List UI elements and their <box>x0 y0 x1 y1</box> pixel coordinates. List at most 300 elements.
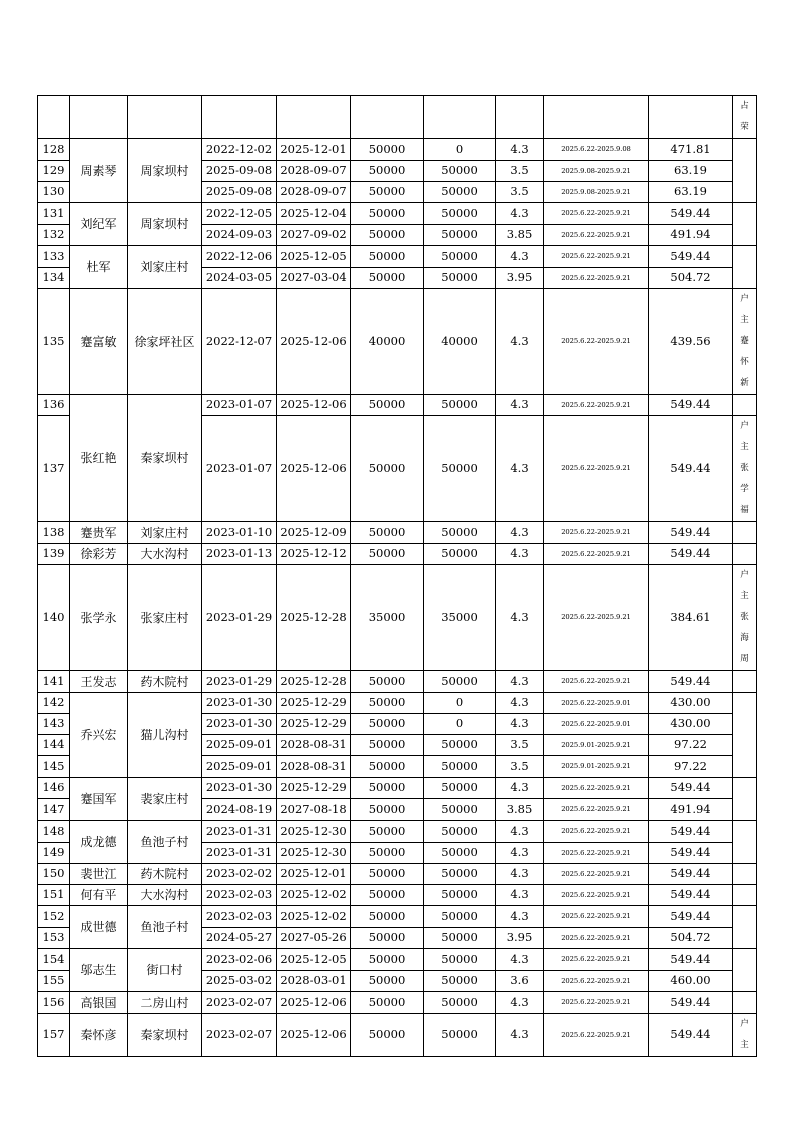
loan-amount: 50000 <box>351 778 424 799</box>
loan-amount: 50000 <box>351 1014 424 1057</box>
loan-balance: 50000 <box>424 821 496 843</box>
interest-amount: 460.00 <box>649 971 733 992</box>
table-row <box>38 693 757 714</box>
loan-balance: 0 <box>424 714 496 735</box>
remark-char: 占 <box>740 101 749 111</box>
interest-rate: 3.5 <box>496 756 544 778</box>
interest-period: 2025.6.22-2025.9.01 <box>544 693 649 714</box>
remark-char: 主 <box>740 1040 749 1050</box>
loan-balance: 50000 <box>424 1014 496 1057</box>
interest-rate: 3.5 <box>496 161 544 182</box>
table-row <box>38 885 757 906</box>
loan-balance: 50000 <box>424 544 496 565</box>
start-date: 2023-01-29 <box>202 565 277 671</box>
interest-period: 2025.6.22-2025.9.21 <box>544 864 649 885</box>
interest-period: 2025.6.22-2025.9.21 <box>544 778 649 799</box>
interest-rate: 4.3 <box>496 289 544 395</box>
loan-balance: 50000 <box>424 971 496 992</box>
table-row <box>38 864 757 885</box>
loan-balance: 50000 <box>424 522 496 544</box>
interest-amount: 549.44 <box>649 1014 733 1057</box>
remark-char: 新 <box>740 378 749 388</box>
village-name: 周家坝村 <box>128 203 202 246</box>
loan-balance: 0 <box>424 693 496 714</box>
interest-amount: 549.44 <box>649 885 733 906</box>
start-date: 2023-02-02 <box>202 864 277 885</box>
table-row <box>38 821 757 843</box>
loan-balance: 50000 <box>424 949 496 971</box>
row-number: 142 <box>38 693 70 714</box>
end-date: 2025-12-28 <box>277 565 351 671</box>
row-number: 146 <box>38 778 70 799</box>
start-date: 2023-01-30 <box>202 778 277 799</box>
row-number: 151 <box>38 885 70 906</box>
remark-cell <box>733 522 757 544</box>
remark-cell <box>733 693 757 778</box>
interest-period: 2025.6.22-2025.9.21 <box>544 544 649 565</box>
village-name: 大水沟村 <box>128 885 202 906</box>
remark-char: 户 <box>740 1019 749 1029</box>
remark-char: 张 <box>740 463 749 473</box>
remark-char: 蹇 <box>740 336 749 346</box>
remark-char: 户 <box>740 294 749 304</box>
interest-rate: 4.3 <box>496 203 544 225</box>
end-date: 2028-09-07 <box>277 182 351 203</box>
end-date: 2025-12-29 <box>277 778 351 799</box>
interest-period: 2025.6.22-2025.9.21 <box>544 268 649 289</box>
interest-period: 2025.9.08-2025.9.21 <box>544 161 649 182</box>
interest-period: 2025.9.01-2025.9.21 <box>544 756 649 778</box>
borrower-name: 张红艳 <box>70 395 128 522</box>
table-row <box>38 565 757 671</box>
start-date: 2022-12-07 <box>202 289 277 395</box>
row-number: 153 <box>38 928 70 949</box>
interest-period: 2025.6.22-2025.9.21 <box>544 885 649 906</box>
end-date: 2025-12-01 <box>277 864 351 885</box>
interest-rate: 4.3 <box>496 246 544 268</box>
end-date: 2025-12-09 <box>277 522 351 544</box>
interest-amount: 549.44 <box>649 906 733 928</box>
table-row <box>38 203 757 225</box>
borrower-name: 何有平 <box>70 885 128 906</box>
end-date: 2028-08-31 <box>277 756 351 778</box>
row-number: 128 <box>38 139 70 161</box>
table-row <box>38 96 757 139</box>
end-date: 2025-12-04 <box>277 203 351 225</box>
remark-char: 福 <box>740 505 749 515</box>
interest-period: 2025.6.22-2025.9.21 <box>544 395 649 416</box>
interest-rate: 4.3 <box>496 714 544 735</box>
remark-cell <box>733 821 757 864</box>
loan-balance: 50000 <box>424 799 496 821</box>
interest-period: 2025.6.22-2025.9.21 <box>544 1014 649 1057</box>
loan-balance: 50000 <box>424 906 496 928</box>
borrower-name: 周素琴 <box>70 139 128 203</box>
remark-cell <box>733 1014 757 1057</box>
interest-period: 2025.6.22-2025.9.01 <box>544 714 649 735</box>
interest-rate: 4.3 <box>496 522 544 544</box>
remark-char: 户 <box>740 570 749 580</box>
end-date: 2025-12-12 <box>277 544 351 565</box>
row-number: 135 <box>38 289 70 395</box>
row-number: 141 <box>38 671 70 693</box>
interest-period: 2025.6.22-2025.9.21 <box>544 246 649 268</box>
remark-char: 怀 <box>740 357 749 367</box>
remark-cell <box>733 864 757 885</box>
borrower-name: 杜军 <box>70 246 128 289</box>
interest-rate: 4.3 <box>496 906 544 928</box>
borrower-name: 秦怀彦 <box>70 1014 128 1057</box>
row-number: 155 <box>38 971 70 992</box>
village-name: 街口村 <box>128 949 202 992</box>
village-name: 秦家坝村 <box>128 1014 202 1057</box>
interest-amount: 491.94 <box>649 225 733 246</box>
row-number: 148 <box>38 821 70 843</box>
loan-amount: 50000 <box>351 395 424 416</box>
remark-cell <box>733 416 757 522</box>
end-date: 2025-12-01 <box>277 139 351 161</box>
remark-char: 荣 <box>740 122 749 132</box>
interest-period: 2025.6.22-2025.9.21 <box>544 203 649 225</box>
loan-amount: 50000 <box>351 139 424 161</box>
end-date: 2025-12-06 <box>277 416 351 522</box>
end-date: 2025-12-30 <box>277 821 351 843</box>
interest-amount: 549.44 <box>649 843 733 864</box>
village-name: 猫儿沟村 <box>128 693 202 778</box>
interest-period: 2025.6.22-2025.9.21 <box>544 522 649 544</box>
end-date: 2025-12-02 <box>277 906 351 928</box>
row-number: 134 <box>38 268 70 289</box>
start-date: 2024-08-19 <box>202 799 277 821</box>
loan-amount: 50000 <box>351 268 424 289</box>
loan-amount: 50000 <box>351 522 424 544</box>
loan-amount: 50000 <box>351 671 424 693</box>
interest-rate: 4.3 <box>496 544 544 565</box>
loan-balance: 50000 <box>424 864 496 885</box>
loan-amount: 50000 <box>351 225 424 246</box>
row-number: 131 <box>38 203 70 225</box>
start-date: 2023-01-07 <box>202 395 277 416</box>
interest-amount: 63.19 <box>649 161 733 182</box>
loan-amount: 50000 <box>351 246 424 268</box>
village-name: 裴家庄村 <box>128 778 202 821</box>
interest-amount: 549.44 <box>649 671 733 693</box>
start-date: 2025-09-01 <box>202 756 277 778</box>
borrower-name: 蹇贵军 <box>70 522 128 544</box>
loan-balance: 50000 <box>424 671 496 693</box>
borrower-name: 成龙德 <box>70 821 128 864</box>
table-row <box>38 671 757 693</box>
remark-cell <box>733 565 757 671</box>
loan-balance: 40000 <box>424 289 496 395</box>
start-date: 2023-01-13 <box>202 544 277 565</box>
table-row <box>38 949 757 971</box>
loan-amount: 35000 <box>351 565 424 671</box>
loan-balance: 50000 <box>424 735 496 756</box>
row-number: 129 <box>38 161 70 182</box>
row-number: 147 <box>38 799 70 821</box>
loan-balance: 50000 <box>424 843 496 864</box>
interest-period: 2025.6.22-2025.9.21 <box>544 928 649 949</box>
start-date: 2023-01-07 <box>202 416 277 522</box>
start-date: 2023-01-30 <box>202 714 277 735</box>
borrower-name: 王发志 <box>70 671 128 693</box>
village-name: 鱼池子村 <box>128 906 202 949</box>
interest-period: 2025.9.08-2025.9.21 <box>544 182 649 203</box>
start-date: 2024-03-05 <box>202 268 277 289</box>
start-date: 2022-12-06 <box>202 246 277 268</box>
village-name: 徐家坪社区 <box>128 289 202 395</box>
loan-amount <box>351 96 424 139</box>
loan-amount: 50000 <box>351 992 424 1014</box>
village-name <box>128 96 202 139</box>
end-date: 2027-03-04 <box>277 268 351 289</box>
interest-amount: 549.44 <box>649 203 733 225</box>
interest-rate: 3.5 <box>496 182 544 203</box>
interest-period: 2025.6.22-2025.9.21 <box>544 799 649 821</box>
village-name: 秦家坝村 <box>128 395 202 522</box>
borrower-name: 徐彩芳 <box>70 544 128 565</box>
remark-cell <box>733 778 757 821</box>
row-number: 130 <box>38 182 70 203</box>
interest-amount: 63.19 <box>649 182 733 203</box>
loan-amount: 50000 <box>351 885 424 906</box>
loan-balance <box>424 96 496 139</box>
interest-rate: 4.3 <box>496 885 544 906</box>
row-number: 154 <box>38 949 70 971</box>
end-date: 2025-12-29 <box>277 693 351 714</box>
interest-amount: 549.44 <box>649 416 733 522</box>
interest-rate: 3.85 <box>496 225 544 246</box>
table-row <box>38 992 757 1014</box>
loan-balance: 50000 <box>424 885 496 906</box>
interest-rate: 4.3 <box>496 778 544 799</box>
interest-rate: 4.3 <box>496 416 544 522</box>
loan-balance: 50000 <box>424 246 496 268</box>
village-name: 二房山村 <box>128 992 202 1014</box>
remark-char: 户 <box>740 421 749 431</box>
end-date: 2025-12-05 <box>277 949 351 971</box>
interest-period: 2025.6.22-2025.9.08 <box>544 139 649 161</box>
loan-amount: 50000 <box>351 693 424 714</box>
loan-amount: 50000 <box>351 182 424 203</box>
village-name: 大水沟村 <box>128 544 202 565</box>
loan-amount: 50000 <box>351 949 424 971</box>
start-date: 2023-01-10 <box>202 522 277 544</box>
interest-amount: 384.61 <box>649 565 733 671</box>
loan-amount: 50000 <box>351 416 424 522</box>
interest-amount: 491.94 <box>649 799 733 821</box>
interest-rate: 4.3 <box>496 139 544 161</box>
interest-rate: 4.3 <box>496 992 544 1014</box>
loan-balance: 50000 <box>424 778 496 799</box>
interest-period: 2025.6.22-2025.9.21 <box>544 416 649 522</box>
loan-amount: 50000 <box>351 544 424 565</box>
start-date: 2022-12-02 <box>202 139 277 161</box>
interest-period: 2025.6.22-2025.9.21 <box>544 843 649 864</box>
interest-amount: 97.22 <box>649 735 733 756</box>
interest-rate: 3.5 <box>496 735 544 756</box>
borrower-name: 成世德 <box>70 906 128 949</box>
interest-period: 2025.6.22-2025.9.21 <box>544 992 649 1014</box>
borrower-name: 张学永 <box>70 565 128 671</box>
loan-table <box>37 95 757 1057</box>
borrower-name: 高银国 <box>70 992 128 1014</box>
loan-amount: 50000 <box>351 203 424 225</box>
village-name: 刘家庄村 <box>128 246 202 289</box>
loan-amount: 50000 <box>351 161 424 182</box>
interest-rate: 4.3 <box>496 949 544 971</box>
remark-char: 学 <box>740 484 749 494</box>
start-date: 2025-03-02 <box>202 971 277 992</box>
loan-amount: 50000 <box>351 864 424 885</box>
interest-amount: 549.44 <box>649 864 733 885</box>
interest-amount: 549.44 <box>649 246 733 268</box>
end-date: 2025-12-06 <box>277 289 351 395</box>
loan-amount: 50000 <box>351 735 424 756</box>
start-date: 2023-02-07 <box>202 992 277 1014</box>
interest-amount: 549.44 <box>649 395 733 416</box>
interest-rate: 4.3 <box>496 693 544 714</box>
interest-rate: 3.6 <box>496 971 544 992</box>
interest-amount: 549.44 <box>649 949 733 971</box>
interest-amount: 439.56 <box>649 289 733 395</box>
loan-amount: 50000 <box>351 843 424 864</box>
interest-rate: 4.3 <box>496 671 544 693</box>
start-date: 2023-02-03 <box>202 885 277 906</box>
interest-rate: 4.3 <box>496 864 544 885</box>
village-name: 刘家庄村 <box>128 522 202 544</box>
village-name: 药木院村 <box>128 671 202 693</box>
end-date: 2027-09-02 <box>277 225 351 246</box>
loan-balance: 50000 <box>424 225 496 246</box>
interest-period: 2025.6.22-2025.9.21 <box>544 225 649 246</box>
interest-period: 2025.6.22-2025.9.21 <box>544 671 649 693</box>
table-row <box>38 522 757 544</box>
remark-cell <box>733 395 757 416</box>
interest-amount: 549.44 <box>649 522 733 544</box>
remark-cell <box>733 246 757 289</box>
village-name: 药木院村 <box>128 864 202 885</box>
borrower-name: 裴世江 <box>70 864 128 885</box>
end-date: 2028-08-31 <box>277 735 351 756</box>
remark-cell <box>733 906 757 949</box>
start-date: 2024-05-27 <box>202 928 277 949</box>
start-date: 2023-02-03 <box>202 906 277 928</box>
borrower-name: 蹇国军 <box>70 778 128 821</box>
interest-amount: 549.44 <box>649 544 733 565</box>
row-number: 136 <box>38 395 70 416</box>
loan-balance: 50000 <box>424 756 496 778</box>
remark-char: 张 <box>740 612 749 622</box>
remark-cell <box>733 885 757 906</box>
start-date: 2023-02-07 <box>202 1014 277 1057</box>
remark-char: 海 <box>740 633 749 643</box>
loan-balance: 50000 <box>424 928 496 949</box>
table-row <box>38 778 757 799</box>
interest-amount: 504.72 <box>649 928 733 949</box>
start-date: 2023-01-29 <box>202 671 277 693</box>
row-number: 138 <box>38 522 70 544</box>
interest-rate: 3.95 <box>496 928 544 949</box>
end-date: 2025-12-06 <box>277 395 351 416</box>
row-number: 143 <box>38 714 70 735</box>
row-number: 140 <box>38 565 70 671</box>
start-date <box>202 96 277 139</box>
end-date: 2025-12-05 <box>277 246 351 268</box>
loan-balance: 0 <box>424 139 496 161</box>
table-row <box>38 289 757 395</box>
interest-period: 2025.6.22-2025.9.21 <box>544 949 649 971</box>
interest-amount: 430.00 <box>649 693 733 714</box>
end-date: 2025-12-02 <box>277 885 351 906</box>
loan-amount: 50000 <box>351 906 424 928</box>
table-row <box>38 395 757 416</box>
borrower-name: 邬志生 <box>70 949 128 992</box>
interest-amount: 549.44 <box>649 778 733 799</box>
remark-char: 主 <box>740 591 749 601</box>
end-date: 2027-08-18 <box>277 799 351 821</box>
loan-balance: 50000 <box>424 992 496 1014</box>
row-number: 157 <box>38 1014 70 1057</box>
table-row <box>38 246 757 268</box>
interest-period: 2025.6.22-2025.9.21 <box>544 906 649 928</box>
end-date: 2025-12-06 <box>277 992 351 1014</box>
loan-balance: 35000 <box>424 565 496 671</box>
end-date: 2025-12-28 <box>277 671 351 693</box>
borrower-name: 刘纪军 <box>70 203 128 246</box>
loan-balance: 50000 <box>424 416 496 522</box>
end-date: 2028-03-01 <box>277 971 351 992</box>
start-date: 2023-01-31 <box>202 843 277 864</box>
start-date: 2023-01-31 <box>202 821 277 843</box>
end-date: 2025-12-30 <box>277 843 351 864</box>
village-name: 周家坝村 <box>128 139 202 203</box>
row-number: 149 <box>38 843 70 864</box>
end-date: 2025-12-29 <box>277 714 351 735</box>
end-date: 2025-12-06 <box>277 1014 351 1057</box>
borrower-name: 乔兴宏 <box>70 693 128 778</box>
loan-amount: 50000 <box>351 821 424 843</box>
row-number: 139 <box>38 544 70 565</box>
row-number: 133 <box>38 246 70 268</box>
start-date: 2024-09-03 <box>202 225 277 246</box>
start-date: 2025-09-01 <box>202 735 277 756</box>
interest-amount: 504.72 <box>649 268 733 289</box>
loan-balance: 50000 <box>424 268 496 289</box>
loan-amount: 50000 <box>351 971 424 992</box>
start-date: 2023-02-06 <box>202 949 277 971</box>
row-number: 156 <box>38 992 70 1014</box>
table-row <box>38 544 757 565</box>
table-row <box>38 906 757 928</box>
end-date: 2027-05-26 <box>277 928 351 949</box>
interest-rate: 4.3 <box>496 565 544 671</box>
remark-cell <box>733 949 757 992</box>
village-name: 鱼池子村 <box>128 821 202 864</box>
loan-amount: 40000 <box>351 289 424 395</box>
remark-char: 周 <box>740 654 749 664</box>
interest-amount: 97.22 <box>649 756 733 778</box>
remark-cell <box>733 289 757 395</box>
remark-cell <box>733 992 757 1014</box>
table-row <box>38 1014 757 1057</box>
interest-period: 2025.9.01-2025.9.21 <box>544 735 649 756</box>
loan-amount: 50000 <box>351 928 424 949</box>
end-date <box>277 96 351 139</box>
interest-rate: 4.3 <box>496 821 544 843</box>
remark-cell <box>733 544 757 565</box>
